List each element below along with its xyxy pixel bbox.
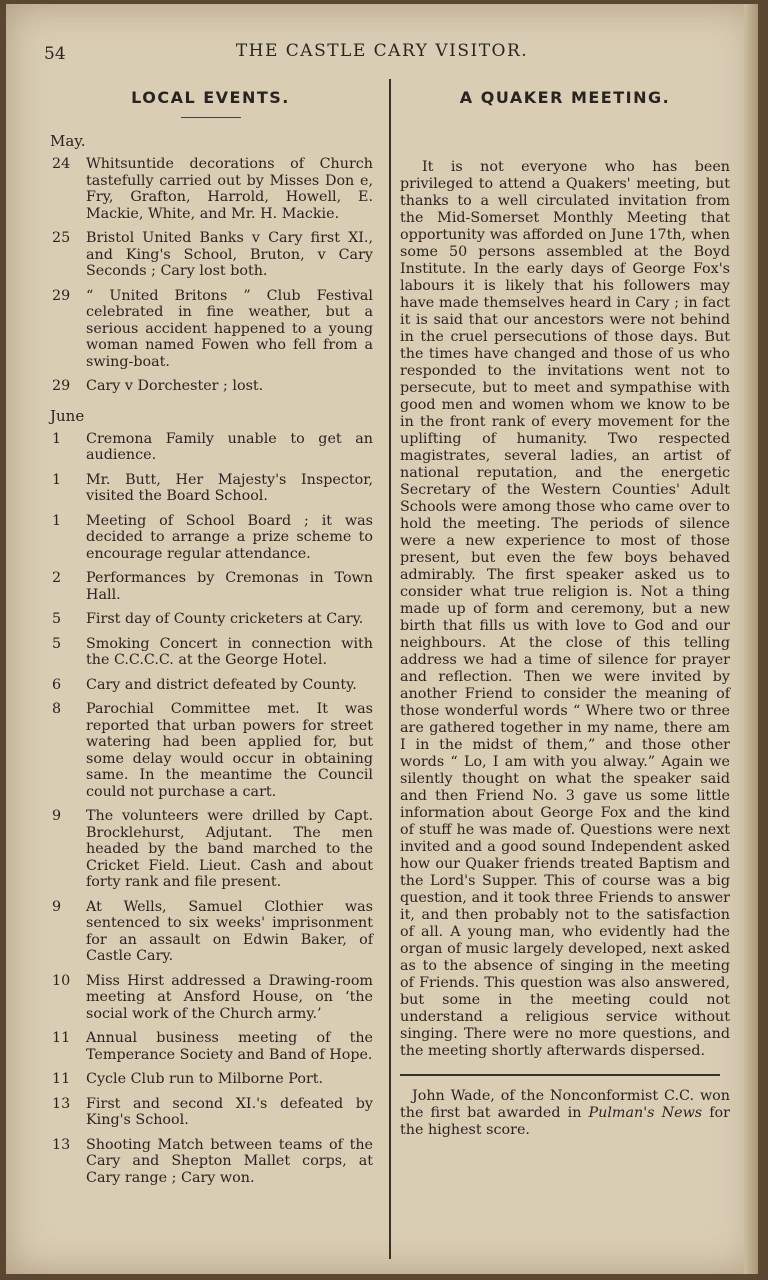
event-text: Whitsuntide decorations of Church tastefully carried out by Misses Don e, Fry, Grafton, Harrold, Howell, E. Mackie, White, and Mr. H. Mackie. xyxy=(86,156,373,222)
event-entry xyxy=(48,1071,373,1088)
cricket-note-publication: Pulman's News xyxy=(588,1105,703,1121)
event-entry xyxy=(48,230,373,280)
heading-rule xyxy=(181,117,241,118)
event-date: 13 xyxy=(52,1095,71,1112)
event-entry xyxy=(48,636,373,669)
event-text: Bristol United Banks v Cary first XI., and King's School, Bruton, v Cary Seconds ; Cary lost both. xyxy=(86,230,373,279)
event-entry xyxy=(48,288,373,371)
event-entry xyxy=(48,899,373,965)
event-date: 24 xyxy=(52,156,71,172)
quaker-meeting-article: It is not everyone who has been privileged to attend a Quakers' meeting, but thanks to a well circulated invitation from the Mid-Somerset Monthly Meeting that opportunity was afforded on June 17th, when some 50 persons assembled at the Boyd Institute. In the early days of George Fox's labours it is likely that his followers may have made themselves heard in Cary ; in fact it is said that our ancestors were not behind in the cruel persecutions of those days. But the times have changed and those of us who responded to the invitations went not to persecute, but to meet and sympathise with good men and women whom we know to be in the front rank of every movement for the uplifting of humanity. Two respected magistrates, several ladies, an artist of national reputation, and the energetic Secretary of the Western Counties' Adult Schools were among those who came over to hold the meeting. The periods of silence were a new experience to most of those present, but even the few boys behaved admirably. The first speaker asked us to consider what true religion is. Not a thing made up of form and ceremony, but a new birth that fills us with love to God and our neighbours. At the close of this telling address we had a time of silence for prayer and reflection. Then we were invited by another Friend to consider the meaning of those wonderful words “ Where two or three are gathered together in my name, there am I in the midst of them,” and those other words “ Lo, I am with you alway.” Again we silently thought on what the speaker said and then Friend No. 3 gave us some little information about George Fox and the kind of stuff he was made of. Questions were next invited and a good sound Independent asked how our Quaker friends treated Baptism and the Lord's Supper. This of course was a big question, and it took three Friends to answer it, and then probably not to the satisfaction of all. A young man, who evidently had the organ of music largely developed, next asked as to the absence of singing in the meeting of Friends. This question was also answered, but some in the meeting could not understand a religious service without singing. There were no more questions, and the meeting shortly afterwards dispersed. xyxy=(400,159,730,1059)
column-divider xyxy=(389,79,391,1259)
month-may-label: May. xyxy=(50,132,86,150)
event-date: 13 xyxy=(52,1136,71,1153)
event-date: 9 xyxy=(52,898,62,915)
event-text: Cary v Dorchester ; lost. xyxy=(86,378,264,394)
event-text: The volunteers were drilled by Capt. Brocklehurst, Adjutant. The men headed by the band marched to the Cricket Field. Lieut. Cash and about forty rank and file present. xyxy=(86,808,373,890)
event-text: Meeting of School Board ; it was decided to arrange a prize scheme to encourage regular attendance. xyxy=(86,512,373,562)
may-events-list xyxy=(48,156,373,395)
event-entry xyxy=(48,701,373,800)
event-date: 25 xyxy=(52,230,71,246)
event-date: 10 xyxy=(52,972,71,989)
event-date: 1 xyxy=(52,471,62,488)
event-text: Performances by Cremonas in Town Hall. xyxy=(86,570,373,603)
event-date: 1 xyxy=(52,512,62,529)
event-entry xyxy=(48,1030,373,1063)
event-text: Smoking Concert in connection with the C.C.C.C. at the George Hotel. xyxy=(86,635,373,668)
event-text: Miss Hirst addressed a Drawing-room meeting at Ansford House, on ‘the social work of the Church army.’ xyxy=(86,972,373,1022)
event-entry xyxy=(48,677,373,694)
event-entry xyxy=(48,1096,373,1129)
event-entry xyxy=(48,378,373,395)
event-entry xyxy=(48,611,373,628)
quaker-meeting-column xyxy=(400,84,730,1139)
magazine-page xyxy=(6,4,758,1274)
month-june-label: June xyxy=(50,406,85,425)
june-events-list xyxy=(48,431,373,1187)
event-text: Cremona Family unable to get an audience. xyxy=(86,430,373,463)
cricket-note-text-end: for the highest score. xyxy=(400,1105,731,1138)
page-edge xyxy=(744,4,758,1274)
event-text: “ United Britons ” Club Festival celebrated in fine weather, but a serious accident happened to a young woman named Fowen who fell from a swing-boat. xyxy=(86,287,373,370)
event-text: Shooting Match between teams of the Cary and Shepton Mallet corps, at Cary range ; Cary won. xyxy=(86,1136,373,1186)
event-entry xyxy=(48,431,373,464)
event-date: 9 xyxy=(52,808,62,824)
cricket-note-text: John Wade, of the Nonconformist C.C. won the first bat awarded in xyxy=(400,1088,730,1121)
event-text: Mr. Butt, Her Majesty's Inspector, visited the Board School. xyxy=(86,471,373,504)
page-number: 54 xyxy=(44,44,66,64)
event-entry xyxy=(48,513,373,563)
event-date: 8 xyxy=(52,701,62,717)
event-text: First and second XI.'s defeated by King's School. xyxy=(86,1095,373,1128)
event-date: 1 xyxy=(52,430,62,447)
quaker-meeting-heading: A QUAKER MEETING. xyxy=(459,88,671,107)
event-date: 29 xyxy=(52,378,71,394)
event-entry xyxy=(48,570,373,603)
local-events-column xyxy=(48,84,373,1194)
event-text: At Wells, Samuel Clothier was sentenced to six weeks' imprisonment for an assault on Edwin Baker, of Castle Cary. xyxy=(86,898,373,964)
event-date: 11 xyxy=(52,1071,71,1087)
article-end-rule xyxy=(400,1074,720,1076)
event-text: Cary and district defeated by County. xyxy=(86,676,357,693)
local-events-heading: LOCAL EVENTS. xyxy=(131,88,290,107)
event-date: 29 xyxy=(52,287,71,304)
event-entry xyxy=(48,472,373,505)
event-date: 5 xyxy=(52,635,62,652)
event-entry xyxy=(48,973,373,1023)
event-entry xyxy=(48,808,373,891)
event-date: 6 xyxy=(52,676,62,693)
event-text: Cycle Club run to Milborne Port. xyxy=(86,1071,324,1087)
event-date: 2 xyxy=(52,570,62,586)
event-text: First day of County cricketers at Cary. xyxy=(86,611,364,627)
publication-title: THE CASTLE CARY VISITOR. xyxy=(235,41,529,61)
event-date: 5 xyxy=(52,611,62,627)
event-text: Annual business meeting of the Temperance Society and Band of Hope. xyxy=(86,1030,373,1063)
cricket-note xyxy=(400,1088,730,1139)
event-text: Parochial Committee met. It was reported that urban powers for street watering had been applied for, but some delay would occur in obtaining same. In the meantime the Council could not purchase a cart. xyxy=(86,701,373,800)
event-entry xyxy=(48,1137,373,1187)
event-entry xyxy=(48,156,373,222)
event-date: 11 xyxy=(52,1030,71,1046)
